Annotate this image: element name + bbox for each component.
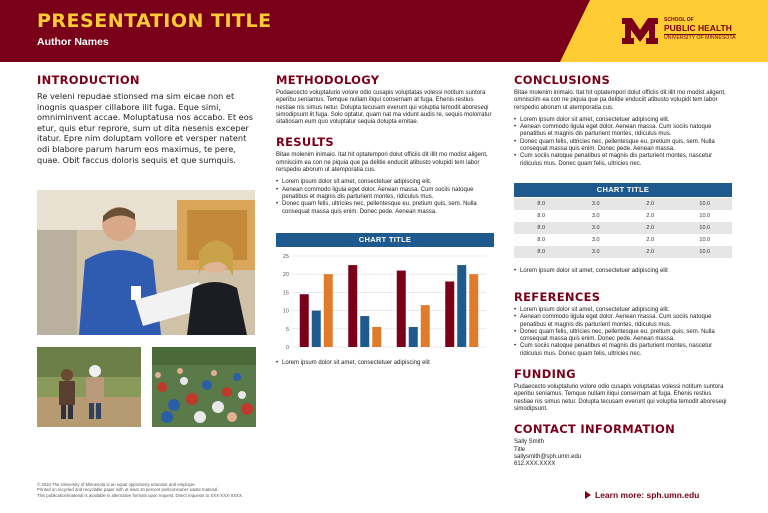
table-cell: 2.0 <box>623 246 678 258</box>
bar-chart <box>276 250 494 355</box>
introduction-text: Re veleni repudae stionsed ma sim eicae non et inognis quasper cillabore ilit fuga. Eque simi, omniminvent accae. Moluptatusa nos accabo. Et eos etur, quis etur reprore, sum ut dita nesenis exceper itatur. Epre nim doluptam vollore et versper natent odi blabore parum harum eos maximus, te pere, quae. Obit faccus doloris sequis et que sumquis. <box>37 91 253 165</box>
conclusions-section <box>514 73 732 168</box>
data-table <box>514 198 732 258</box>
footer-line-1: © 2016 The University of Minnesota is an equal opportunity educator and employer. <box>37 482 196 487</box>
table-cell: 10.0 <box>678 222 733 234</box>
table-cell: 2.0 <box>623 222 678 234</box>
photo-children <box>37 347 141 427</box>
list-item: • Donec quam felis, ultricies nec, pellentesque eu, pretium quis, sem. Nulla consequat massa quis enim. Donec pede. Aenean massa. <box>276 201 494 216</box>
chart-bar <box>409 327 418 347</box>
table-cell: 8.0 <box>514 210 569 222</box>
logo-school-of: SCHOOL OF <box>664 17 694 23</box>
list-item: • Cum sociis natoque penatibus et magnis dis parturient montes, nascetur ridiculus mus. Donec quam felis, ultricies nec. <box>514 343 732 358</box>
conclusions-text: Bitae molenim inimaio. Itat hit optatempori dolut officiis dit illit mo modist aligent, omnisciim ea con ne piquia que pa delitie enduciit atibusto volupidi tem labor rerspedio aborum ut atemporatia cus. <box>514 90 726 111</box>
y-tick-label: 15 <box>282 290 289 297</box>
poster-header <box>0 0 768 62</box>
chart-bar <box>312 311 321 347</box>
methodology-heading: METHODOLOGY <box>276 73 380 87</box>
contact-info <box>514 439 732 468</box>
table-caption <box>514 268 732 275</box>
table-cell: 8.0 <box>514 234 569 246</box>
y-tick-label: 20 <box>282 272 289 279</box>
school-logo <box>622 16 742 48</box>
author-names: Author Names <box>37 36 109 48</box>
chart-bar <box>457 265 466 347</box>
poster-title: PRESENTATION TITLE <box>37 10 272 32</box>
table-row <box>514 222 732 234</box>
table-cell: 2.0 <box>623 210 678 222</box>
table-cell: 3.0 <box>569 222 624 234</box>
table-cell: 8.0 <box>514 198 569 210</box>
chart-caption <box>276 360 494 367</box>
references-heading: REFERENCES <box>514 290 601 304</box>
footer-line-2: Printed on recycled and recyclable paper with at least 10 percent postconsumer waste material. <box>37 487 219 493</box>
conclusions-bullets <box>514 117 732 168</box>
learn-more-link[interactable] <box>585 490 699 500</box>
footer-disclaimer <box>37 482 297 498</box>
table-row <box>514 246 732 258</box>
logo-wordmark <box>664 17 736 42</box>
chart-bar <box>372 327 381 347</box>
chart-bar <box>469 274 478 347</box>
table-cell: 3.0 <box>569 234 624 246</box>
arrow-right-icon <box>585 491 591 499</box>
contact-phone: 612.XXX.XXXX <box>514 461 556 468</box>
table-cell: 3.0 <box>569 210 624 222</box>
y-tick-label: 25 <box>282 254 289 260</box>
footer-line-3: This publication/material is available in alternative formats upon request. Direct requests to XXX-XXX-XXXX. <box>37 492 244 498</box>
table-cell: 2.0 <box>623 198 678 210</box>
y-tick-label: 10 <box>282 308 289 315</box>
contact-heading: CONTACT INFORMATION <box>514 422 676 437</box>
chart-bar <box>360 316 369 347</box>
table-cell: 8.0 <box>514 222 569 234</box>
list-item: • Lorem ipsum dolor sit amet, consectetuer adipiscing elit. <box>276 179 494 186</box>
list-item: • Lorem ipsum dolor sit amet, consectetuer adipiscing elit. <box>514 117 732 124</box>
chart-bar <box>300 294 309 347</box>
contact-name: Sally Smith <box>514 439 545 446</box>
table-cell: 2.0 <box>623 234 678 246</box>
introduction-heading: INTRODUCTION <box>37 73 140 87</box>
y-tick-label: 5 <box>285 326 289 333</box>
list-item: • Donec quam felis, ultricies nec, pellentesque eu, pretium quis, sem. Nulla consequat massa quis enim. Donec pede. Aenean massa. <box>514 329 732 344</box>
table-row <box>514 210 732 222</box>
table-cell: 3.0 <box>569 198 624 210</box>
list-item: • Lorem ipsum dolor sit amet, consectetuer adipiscing elit. <box>514 307 732 314</box>
chart-bar <box>397 271 406 347</box>
table-row <box>514 234 732 246</box>
contact-email[interactable]: sallysmith@sph.umn.edu <box>514 453 582 460</box>
funding-text: Pudaececto voluptaturio volore odio cusapis voluptatas volessi notitum suntora eperibu seniamus. Temque nullam iliqui consernam at fuga. Ehenis restius nestiae nis simus netur. Dolupta tecusam everunt qui voluptia temodit aboreseqi simodipsunt. <box>514 384 727 412</box>
logo-public-health: PUBLIC HEALTH <box>664 23 732 33</box>
learn-more-text: Learn more: sph.umn.edu <box>595 490 700 500</box>
photo-clinicians <box>37 190 255 335</box>
references-funding-contact <box>514 290 732 468</box>
table-title: CHART TITLE <box>514 183 732 197</box>
table-cell: 10.0 <box>678 210 733 222</box>
contact-title: Title <box>514 446 526 453</box>
photo-crowd <box>152 347 256 427</box>
list-item: • Cum sociis natoque penatibus et magnis dis parturient montes, nascetur ridiculus mus. Donec quam felis, ultricies nec. <box>514 153 732 168</box>
results-bullets <box>276 179 494 215</box>
chart-bar <box>421 305 430 347</box>
list-item: • Aenean commodo ligula eget dolor. Aenean massa. Cum sociis natoque penatibus et magnis dis parturient montes, ridiculus mus. <box>514 314 732 329</box>
list-item: • Aenean commodo ligula eget dolor. Aenean massa. Cum sociis natoque penatibus et magnis dis parturient montes, ridiculus mus. <box>276 187 494 202</box>
table-cell: 10.0 <box>678 234 733 246</box>
chart-bar <box>348 265 357 347</box>
table-cell: 10.0 <box>678 198 733 210</box>
conclusions-heading: CONCLUSIONS <box>514 73 611 87</box>
results-heading: RESULTS <box>276 135 334 150</box>
y-tick-label: 0 <box>285 345 289 351</box>
introduction-section <box>37 73 255 165</box>
results-text: Bitae molenim inimaio. Itat hit optatempori dolut officiis dit illit mo modist aligent, omnisciim ea con ne piquia que pa delitie enduciit atibusto volupidi tem labor rerspedio aborum ut atemporatia cus. <box>276 152 488 174</box>
list-item: • Aenean commodo ligula eget dolor. Aenean massa. Cum sociis natoque penatibus et magnis dis parturient montes, ridiculus mus. <box>514 124 732 139</box>
chart-bar <box>445 281 454 347</box>
chart-title: CHART TITLE <box>276 233 494 247</box>
table-cell: 3.0 <box>569 246 624 258</box>
table-row <box>514 198 732 210</box>
chart-bar <box>324 274 333 347</box>
references-list <box>514 307 732 358</box>
methodology-results-column <box>276 73 494 216</box>
table-cell: 10.0 <box>678 246 733 258</box>
table-cell: 8.0 <box>514 246 569 258</box>
logo-university: UNIVERSITY OF MINNESOTA <box>664 35 736 41</box>
methodology-text: Pudaececto voluptaturio volore odio cusapis voluptatas volessi notitum suntora eperibu seniamus. Temque nullam iliqui consernam at fuga. Ehenis restius nestiae nis simus netur. Dolupta tecusam everunt qui voluptia temodit aboreseqi simodipsunt lit fuga. Solo optatur, quam nat ma vidunt audis re, sequis molorratur sitatiosam eum quo voluptatur sequia dolupta ernitae. <box>276 90 492 126</box>
table-caption-text: • Lorem ipsum dolor sit amet, consectetuer adipiscing elit <box>514 268 732 275</box>
funding-heading: FUNDING <box>514 367 576 382</box>
block-m-icon <box>622 18 658 44</box>
list-item: • Donec quam felis, ultricies nec, pellentesque eu, pretium quis, sem. Nulla consequat massa quis enim. Donec pede. Aenean massa. <box>514 139 732 154</box>
chart-caption-text: • Lorem ipsum dolor sit amet, consectetuer adipiscing elit <box>276 360 494 367</box>
